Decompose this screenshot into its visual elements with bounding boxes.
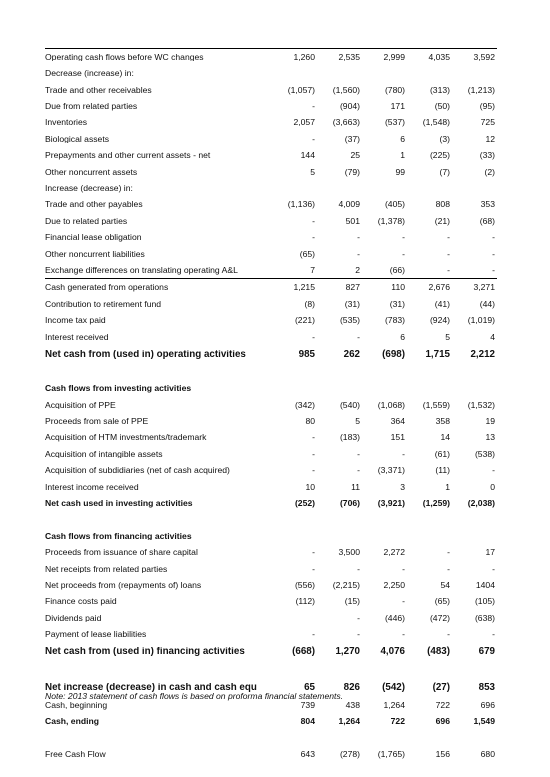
table-row	[45, 413, 497, 429]
cell-value: (183)	[339, 432, 360, 443]
cell-value: (27)	[432, 681, 450, 693]
cell-value: 1	[445, 481, 450, 492]
cell-value: (15)	[344, 596, 360, 607]
table-row	[45, 430, 497, 446]
row-label: Financial lease obligation	[45, 233, 142, 242]
table-row	[45, 115, 497, 131]
table-row	[45, 262, 497, 279]
cell-value: 2,057	[293, 117, 315, 128]
cell-value: 25	[350, 150, 360, 161]
cell-value: (537)	[384, 117, 405, 128]
cell-value: 680	[480, 749, 495, 760]
cell-value: 1	[400, 150, 405, 161]
row-label: Contribution to retirement fund	[45, 299, 162, 309]
row-label: Net cash used in investing activities	[45, 499, 193, 508]
table-row	[45, 713, 497, 729]
row-label: Trade and other receivables	[45, 85, 152, 95]
cell-value: (1,068)	[377, 399, 405, 410]
cell-value: (1,136)	[287, 199, 315, 210]
cell-value: -	[312, 547, 315, 558]
cell-value: (542)	[382, 681, 405, 693]
cell-value: (783)	[384, 315, 405, 326]
cell-value: 364	[390, 416, 405, 427]
cell-value: 1,549	[473, 716, 495, 727]
cell-value: 4,035	[428, 51, 450, 62]
cell-value: 80	[305, 416, 315, 427]
cell-value: -	[312, 448, 315, 459]
cell-value: -	[402, 596, 405, 607]
cell-value: 156	[435, 749, 450, 760]
table-row	[45, 48, 497, 65]
cell-value: (50)	[434, 101, 450, 112]
cell-value: 19	[485, 416, 495, 427]
cell-value: (540)	[339, 399, 360, 410]
cell-value: -	[492, 629, 495, 640]
cell-value: -	[492, 465, 495, 476]
cell-value: 358	[435, 416, 450, 427]
cell-value: (278)	[339, 749, 360, 760]
cell-value: 853	[478, 681, 495, 693]
cell-value: -	[312, 465, 315, 476]
table-row	[45, 345, 497, 364]
table-row	[45, 246, 497, 262]
row-label: Acquisition of subdidiaries (net of cash acquired)	[45, 466, 230, 475]
cell-value: (1,765)	[377, 749, 405, 760]
cell-value: 438	[345, 699, 360, 710]
row-label: Net cash from (used in) financing activities	[45, 647, 245, 658]
cell-value: (44)	[479, 298, 495, 309]
table-row	[45, 98, 497, 114]
cell-value: (313)	[429, 84, 450, 95]
table-row	[45, 594, 497, 610]
cell-value: 5	[445, 331, 450, 342]
cell-value: 3,500	[338, 547, 360, 558]
spacer-row	[45, 730, 497, 746]
table-row	[45, 577, 497, 593]
row-label: Interest received	[45, 332, 109, 342]
cell-value: (31)	[389, 298, 405, 309]
row-label: Biological assets	[45, 134, 110, 144]
cell-value: 696	[435, 716, 450, 727]
cell-value: (65)	[299, 248, 315, 259]
cell-value: -	[357, 331, 360, 342]
cell-value: -	[357, 465, 360, 476]
cell-value: 171	[390, 101, 405, 112]
cell-value: 144	[300, 150, 315, 161]
cell-value: (79)	[344, 166, 360, 177]
row-label: Proceeds from sale of PPE	[45, 417, 149, 426]
cell-value: 3	[400, 481, 405, 492]
spacer-row	[45, 364, 497, 380]
cell-value: 1,264	[383, 699, 405, 710]
row-label: Operating cash flows before WC changes	[45, 52, 204, 62]
cell-value: -	[357, 629, 360, 640]
cell-value: (31)	[344, 298, 360, 309]
cell-value: 725	[480, 117, 495, 128]
cell-value: -	[402, 232, 405, 243]
footnote: Note: 2013 statement of cash flows is based on proforma financial statements.	[45, 691, 344, 701]
cell-value: (780)	[384, 84, 405, 95]
cell-value: 6	[400, 331, 405, 342]
cell-value: (37)	[344, 133, 360, 144]
cell-value: 99	[395, 166, 405, 177]
cell-value: (8)	[304, 298, 315, 309]
cell-value: (21)	[434, 215, 450, 226]
cell-value: (66)	[389, 264, 405, 275]
row-label: Finance costs paid	[45, 597, 117, 606]
row-label: Net receipts from related parties	[45, 564, 168, 574]
cell-value: 1,715	[425, 348, 450, 360]
cell-value: (7)	[439, 166, 450, 177]
cell-value: (904)	[339, 101, 360, 112]
table-row	[45, 296, 497, 312]
row-label: Prepayments and other current assets - net	[45, 151, 211, 160]
cell-value: -	[402, 448, 405, 459]
row-label: Payment of lease liabilities	[45, 630, 147, 639]
cell-value: 2,676	[428, 282, 450, 293]
cell-value: (61)	[434, 448, 450, 459]
cell-value: (1,213)	[467, 84, 495, 95]
cell-value: (1,019)	[467, 315, 495, 326]
cell-value: 151	[390, 432, 405, 443]
row-label: Other noncurrent liabilities	[45, 249, 145, 259]
table-row	[45, 643, 497, 662]
cell-value: -	[357, 563, 360, 574]
cell-value: -	[447, 629, 450, 640]
cell-value: 13	[485, 432, 495, 443]
cell-value: (483)	[427, 646, 450, 658]
cell-value: (68)	[479, 215, 495, 226]
cell-value: (11)	[435, 465, 450, 476]
row-label: Income tax paid	[45, 316, 106, 325]
table-row	[45, 544, 497, 560]
row-label: Inventories	[45, 118, 88, 128]
table-row	[45, 626, 497, 642]
cell-value: 17	[485, 547, 495, 558]
cell-value: 7	[310, 264, 315, 275]
cell-value: -	[492, 264, 495, 275]
cell-value: 12	[485, 133, 495, 144]
cell-value: -	[492, 248, 495, 259]
row-label: Trade and other payables	[45, 200, 143, 209]
row-label: Cash flows from investing activities	[45, 384, 192, 393]
row-label: Dividends paid	[45, 613, 102, 623]
cell-value: 2	[355, 264, 360, 275]
cell-value: 3,271	[473, 282, 495, 293]
row-label: Net proceeds from (repayments of) loans	[45, 581, 202, 590]
cell-value: 722	[435, 699, 450, 710]
cell-value: 3,592	[473, 51, 495, 62]
cell-value: 10	[305, 481, 315, 492]
row-label: Cash, ending	[45, 717, 99, 726]
cell-value: (706)	[339, 498, 360, 509]
cell-value: 14	[440, 432, 450, 443]
cell-value: 985	[298, 348, 315, 360]
cell-value: -	[312, 215, 315, 226]
cell-value: -	[402, 563, 405, 574]
cell-value: -	[447, 547, 450, 558]
cell-value: (668)	[292, 646, 315, 658]
table-row	[45, 528, 497, 544]
table-row	[45, 164, 497, 180]
cell-value: (556)	[294, 580, 315, 590]
cell-value: (3,921)	[377, 498, 405, 509]
cell-value: 501	[345, 215, 360, 226]
cell-value: (3,371)	[377, 465, 405, 476]
cell-value: (2,215)	[332, 580, 360, 590]
cell-value: -	[402, 629, 405, 640]
cell-value: (446)	[384, 612, 405, 623]
cell-value: (924)	[429, 315, 450, 326]
row-label: Cash, beginning	[45, 700, 108, 710]
row-label: Due to related parties	[45, 216, 128, 226]
cell-value: -	[312, 432, 315, 443]
row-label: Net cash from (used in) operating activities	[45, 349, 246, 360]
cell-value: 696	[480, 699, 495, 710]
cell-value: 1,270	[335, 646, 360, 658]
cell-value: 2,535	[338, 51, 360, 62]
table-row	[45, 279, 497, 295]
cell-value: -	[312, 563, 315, 574]
table-row	[45, 329, 497, 345]
cell-value: -	[312, 629, 315, 640]
table-row	[45, 197, 497, 213]
table-row	[45, 312, 497, 328]
cell-value: -	[402, 248, 405, 259]
cell-value: (33)	[479, 150, 495, 161]
cell-value: -	[357, 232, 360, 243]
cell-value: 262	[343, 348, 360, 360]
cell-value: (1,057)	[287, 84, 315, 95]
cell-value: 739	[300, 699, 315, 710]
table-row	[45, 380, 497, 396]
table-row	[45, 397, 497, 413]
cell-value: (105)	[474, 596, 495, 607]
cell-value: (698)	[382, 348, 405, 360]
cell-value: 679	[478, 646, 495, 658]
table-row	[45, 82, 497, 98]
cell-value: (2)	[484, 166, 495, 177]
row-label: Due from related parties	[45, 102, 138, 111]
table-row	[45, 479, 497, 495]
cell-value: 5	[355, 416, 360, 427]
cell-value: -	[447, 264, 450, 275]
table-row	[45, 561, 497, 577]
cell-value: 808	[435, 199, 450, 210]
cell-value: 2,272	[383, 547, 405, 558]
table-row	[45, 495, 497, 511]
cell-value: (3,663)	[332, 117, 360, 128]
cell-value: (472)	[429, 612, 450, 623]
cell-value: 826	[343, 681, 360, 693]
cell-value: 110	[391, 282, 405, 293]
cell-value: 0	[490, 481, 495, 492]
cell-value: -	[447, 232, 450, 243]
cell-value: (3)	[439, 133, 450, 144]
cell-value: 4,076	[380, 646, 405, 658]
cell-value: -	[312, 101, 315, 112]
cell-value: (342)	[294, 399, 315, 410]
cell-value: 65	[304, 681, 315, 693]
cell-value: 6	[400, 133, 405, 144]
cell-value: (535)	[339, 315, 360, 326]
cell-value: 2,212	[470, 348, 495, 360]
cell-value: 11	[351, 481, 360, 492]
cell-value: 804	[300, 716, 315, 727]
cell-value: (95)	[479, 101, 495, 112]
row-label: Net increase (decrease) in cash and cash equ	[45, 682, 257, 693]
cell-value: (112)	[295, 596, 315, 607]
cell-value: -	[357, 448, 360, 459]
cell-value: (405)	[384, 199, 405, 210]
cell-value: -	[312, 232, 315, 243]
row-label: Interest income received	[45, 482, 139, 492]
cell-value: -	[447, 248, 450, 259]
cell-value: 722	[390, 716, 405, 727]
cell-value: (1,559)	[422, 399, 450, 410]
row-label: Decrease (increase) in:	[45, 69, 134, 78]
table-row	[45, 131, 497, 147]
row-label: Cash flows from financing activities	[45, 531, 192, 541]
cell-value: (252)	[294, 498, 315, 509]
cell-value: -	[447, 563, 450, 574]
cell-value: (1,378)	[377, 215, 405, 226]
row-label: Acquisition of intangible assets	[45, 449, 163, 459]
row-label: Acquisition of PPE	[45, 400, 116, 410]
cell-value: (221)	[294, 315, 315, 326]
cell-value: 353	[480, 199, 495, 210]
cell-value: (41)	[434, 298, 450, 309]
cell-value: 5	[310, 166, 315, 177]
table-row	[45, 446, 497, 462]
cell-value: -	[357, 248, 360, 259]
table-row	[45, 746, 497, 762]
table-row	[45, 180, 497, 196]
cell-value: (538)	[474, 448, 495, 459]
table-row	[45, 65, 497, 81]
row-label: Other noncurrent assets	[45, 167, 138, 177]
row-label: Cash generated from operations	[45, 283, 169, 292]
table-row	[45, 213, 497, 229]
cell-value: -	[492, 563, 495, 574]
cell-value: (225)	[429, 150, 450, 161]
cell-value: 1,215	[293, 282, 315, 293]
table-row	[45, 610, 497, 626]
table-row	[45, 147, 497, 163]
row-label: Increase (decrease) in:	[45, 184, 133, 193]
cell-value: 1,260	[293, 51, 315, 62]
cell-value: 1,264	[338, 716, 360, 727]
cell-value: -	[492, 232, 495, 243]
cell-value: (65)	[434, 596, 450, 607]
cell-value: 643	[300, 749, 315, 760]
cell-value: -	[312, 331, 315, 342]
row-label: Acquisition of HTM investments/trademark	[45, 433, 207, 443]
cell-value: (1,560)	[332, 84, 360, 95]
cell-value: 54	[440, 580, 450, 590]
cell-value: 827	[345, 282, 360, 293]
spacer-row	[45, 512, 497, 528]
cell-value: 2,999	[383, 51, 405, 62]
table-row	[45, 462, 497, 478]
cell-value: (1,548)	[422, 117, 450, 128]
cell-value: -	[357, 612, 360, 623]
table-row	[45, 229, 497, 245]
cell-value: (1,259)	[422, 498, 450, 509]
cash-flow-table	[45, 48, 497, 763]
cell-value: (2,038)	[467, 498, 495, 509]
row-label: Proceeds from issuance of share capital	[45, 548, 198, 557]
cell-value: (1,532)	[467, 399, 495, 410]
cell-value: 4	[490, 331, 495, 342]
cell-value: 4,009	[338, 199, 360, 210]
row-label: Exchange differences on translating operating A&L	[45, 265, 238, 275]
row-label: Free Cash Flow	[45, 750, 106, 759]
cell-value: (638)	[474, 612, 495, 623]
cell-value: -	[312, 133, 315, 144]
cell-value: 2,250	[383, 580, 405, 590]
spacer-row	[45, 662, 497, 678]
cell-value: 1404	[475, 580, 495, 590]
